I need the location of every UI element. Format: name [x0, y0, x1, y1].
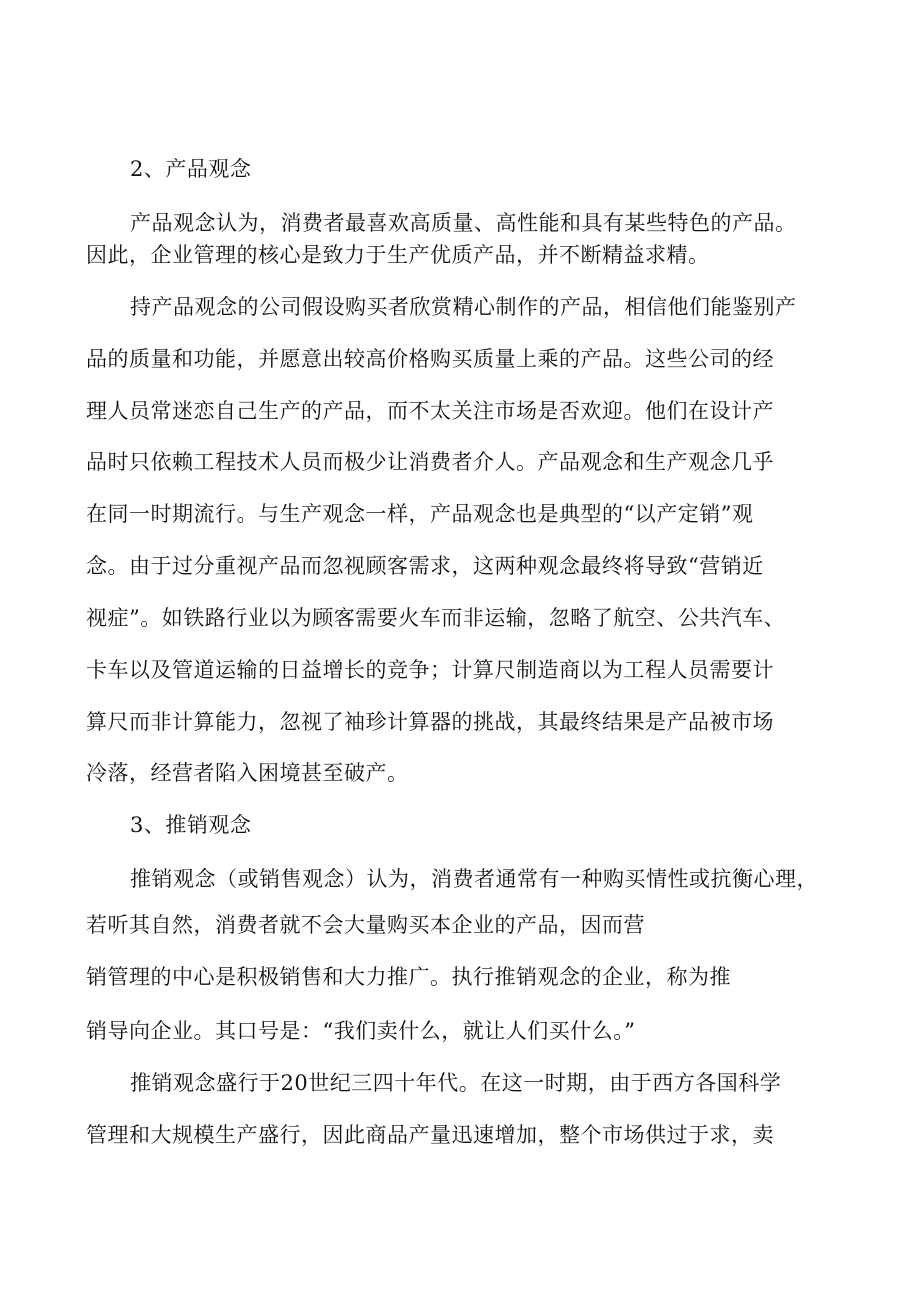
paragraph-line: 视症”。如铁路行业以为顾客需要火车而非运输，忽略了航空、公共汽车、 — [86, 606, 786, 630]
paragraph-line: 产品观念认为，消费者最喜欢高质量、高性能和具有某些特色的产品。 — [130, 211, 797, 235]
paragraph-line: 持产品观念的公司假设购买者欣赏精心制作的产品，相信他们能鉴别产 — [130, 295, 797, 319]
paragraph-line: 在同一时期流行。与生产观念一样，产品观念也是典型的“以产定销”观 — [86, 502, 754, 526]
paragraph-line: 因此，企业管理的核心是致力于生产优质产品，并不断精益求精。 — [86, 243, 710, 267]
section-heading: 2、产品观念 — [130, 157, 252, 181]
paragraph-line: 管理和大规模生产盛行，因此商品产量迅速增加，整个市场供过于求，卖 — [86, 1123, 774, 1147]
paragraph-line: 推销观念盛行于20世纪三四十年代。在这一时期，由于西方各国科学 — [130, 1071, 782, 1095]
paragraph-line: 念。由于过分重视产品而忽视顾客需求，这两种观念最终将导致“营销近 — [86, 554, 764, 578]
paragraph-line: 卡车以及管道运输的日益增长的竞争；计算尺制造商以为工程人员需要计 — [86, 658, 774, 682]
section-heading: 3、推销观念 — [130, 813, 252, 837]
paragraph-line: 若听其自然，消费者就不会大量购买本企业的产品，因而营 — [86, 913, 645, 937]
paragraph-line: 销管理的中心是积极销售和大力推广。执行推销观念的企业，称为推 — [86, 965, 731, 989]
paragraph-line: 品的质量和功能，并愿意出较高价格购买质量上乘的产品。这些公司的经 — [86, 347, 774, 371]
paragraph-line: 冷落，经营者陷入困境甚至破产。 — [86, 761, 409, 785]
paragraph-line: 品时只依赖工程技术人员而极少让消费者介人。产品观念和生产观念几乎 — [86, 450, 774, 474]
paragraph-line: 销导向企业。其口号是：“我们卖什么，就让人们买什么。” — [86, 1019, 636, 1043]
paragraph-line: 理人员常迷恋自己生产的产品，而不太关注市场是否欢迎。他们在设计产 — [86, 399, 774, 423]
paragraph-line: 推销观念（或销售观念）认为，消费者通常有一种购买情性或抗衡心理， — [130, 867, 818, 891]
paragraph-line: 算尺而非计算能力，忽视了袖珍计算器的挑战，其最终结果是产品被市场 — [86, 710, 774, 734]
